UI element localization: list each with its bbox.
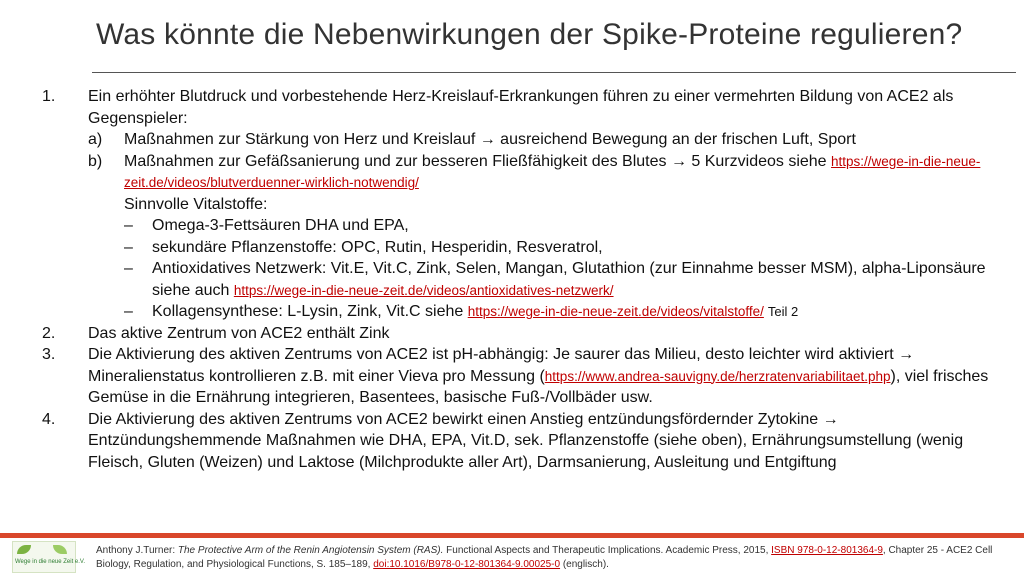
citation-author: Anthony J.Turner: — [96, 545, 178, 556]
dash-item-pflanzenstoffe — [124, 237, 1010, 259]
sub-item-a — [88, 129, 1010, 151]
item-number: 1. — [42, 88, 56, 105]
item-text: Die Aktivierung des aktiven Zentrums von ACE2 ist pH-abhängig: Je saurer das Milieu, desto leichter wird aktiviert → Mineralienstatus kontrollieren z.B. mit einer Vieva pro Messung ( — [88, 346, 915, 385]
blutverduenner-link[interactable]: https://wege-in-die-neue-zeit.de/videos/blutverduenner-wirklich-notwendig/ — [124, 153, 981, 190]
list-item-1 — [42, 86, 1010, 129]
dash-marker: – — [124, 217, 133, 234]
herzratenvariabilitaet-link[interactable]: https://www.andrea-sauvigny.de/herzratenvariabilitaet.php — [544, 368, 891, 384]
logo-text: Wege in die neue Zeit e.V. — [15, 559, 86, 565]
item-text: Das aktive Zentrum von ACE2 enthält Zink — [88, 324, 390, 342]
item-text-continued: ), viel frisches Gemüse in die Ernährung integrieren, Basentees, basische Fuß-/Vollbäder usw. — [88, 367, 989, 406]
dash-item-kollagen — [124, 301, 1010, 323]
sub-item-text: Maßnahmen zur Gefäßsanierung und zur besseren Fließfähigkeit des Blutes → 5 Kurzvideos siehe — [124, 152, 832, 170]
list-item-4 — [42, 409, 1010, 474]
vitalstoffe-heading: Sinnvolle Vitalstoffe: — [124, 195, 268, 213]
antioxidatives-netzwerk-link[interactable]: https://wege-in-die-neue-zeit.de/videos/antioxidatives-netzwerk/ — [233, 282, 614, 298]
citation-text: , Chapter 25 - ACE2 Cell Biology, Regulation, and Physiological Functions, S. 185–189, — [96, 545, 993, 570]
doi-link[interactable]: doi:10.1016/B978-0-12-801364-9.00025-0 — [373, 559, 561, 570]
teil-label: Teil 2 — [767, 304, 799, 319]
main-list — [42, 86, 1010, 473]
dash-item-text: sekundäre Pflanzenstoffe: OPC, Rutin, Hesperidin, Resveratrol, — [152, 238, 603, 256]
list-item-3 — [42, 344, 1010, 409]
item-text: Die Aktivierung des aktiven Zentrums von ACE2 bewirkt einen Anstieg entzündungsfördernder Zytokine → Entzündungshemmende Maßnahmen wie DHA, EPA, Vit.D, sek. Pflanzenstoffe (siehe oben), Ernährungsumstellung (wenig Fleisch, Gluten (Weizen) und Laktose (Milchprodukte aller Art), Darmsanierung, Ausleitung und Entgiftung — [88, 410, 964, 471]
dash-item-content — [152, 258, 1010, 301]
leaf-icon — [17, 545, 31, 554]
title-divider — [92, 72, 1016, 73]
leaf-icon — [53, 545, 67, 554]
footer-citation — [96, 544, 1016, 572]
logo — [12, 541, 86, 573]
citation-text: (englisch). — [560, 559, 609, 570]
sub-item-label: a) — [88, 131, 103, 148]
dash-item-content — [152, 301, 1010, 323]
dash-item-text: Kollagensynthese: L-Lysin, Zink, Vit.C siehe — [152, 303, 468, 320]
item-number: 3. — [42, 346, 56, 363]
page-title: Was könnte die Nebenwirkungen der Spike-Proteine regulieren? — [96, 18, 963, 51]
citation-book-title: The Protective Arm of the Renin Angiotensin System (RAS). — [177, 545, 444, 556]
item-text: Ein erhöhter Blutdruck und vorbestehende Herz-Kreislauf-Erkrankungen führen zu einer vermehrten Bildung von ACE2 als Gegenspieler: — [88, 88, 954, 127]
item-content — [88, 344, 1010, 409]
item-number: 4. — [42, 410, 56, 428]
sub-item-text: Maßnahmen zur Stärkung von Herz und Kreislauf → ausreichend Bewegung an der frischen Luft, Sport — [124, 131, 856, 148]
sub-item-b — [88, 151, 1010, 194]
list-item-2 — [42, 323, 1010, 345]
footer-accent-bar — [0, 533, 1024, 538]
sub-item-content — [124, 151, 1010, 194]
isbn-link[interactable]: ISBN 978-0-12-801364-9 — [771, 545, 883, 556]
vitalstoffe-link[interactable]: https://wege-in-die-neue-zeit.de/videos/vitalstoffe/ — [467, 304, 764, 319]
dash-marker: – — [124, 238, 133, 256]
dash-marker: – — [124, 303, 133, 320]
dash-item-omega3 — [124, 215, 1010, 237]
dash-item-antioxidativ — [124, 258, 1010, 301]
dash-item-text: Antioxidatives Netzwerk: Vit.E, Vit.C, Zink, Selen, Mangan, Glutathion (zur Einnahme besser MSM), alpha-Liponsäure siehe auch — [152, 260, 986, 299]
citation-text: Functional Aspects and Therapeutic Implications. Academic Press, 2015, — [443, 545, 772, 556]
dash-marker: – — [124, 260, 133, 277]
dash-item-text: Omega-3-Fettsäuren DHA und EPA, — [152, 217, 409, 234]
item-number: 2. — [42, 324, 56, 342]
sub-item-label: b) — [88, 152, 103, 170]
